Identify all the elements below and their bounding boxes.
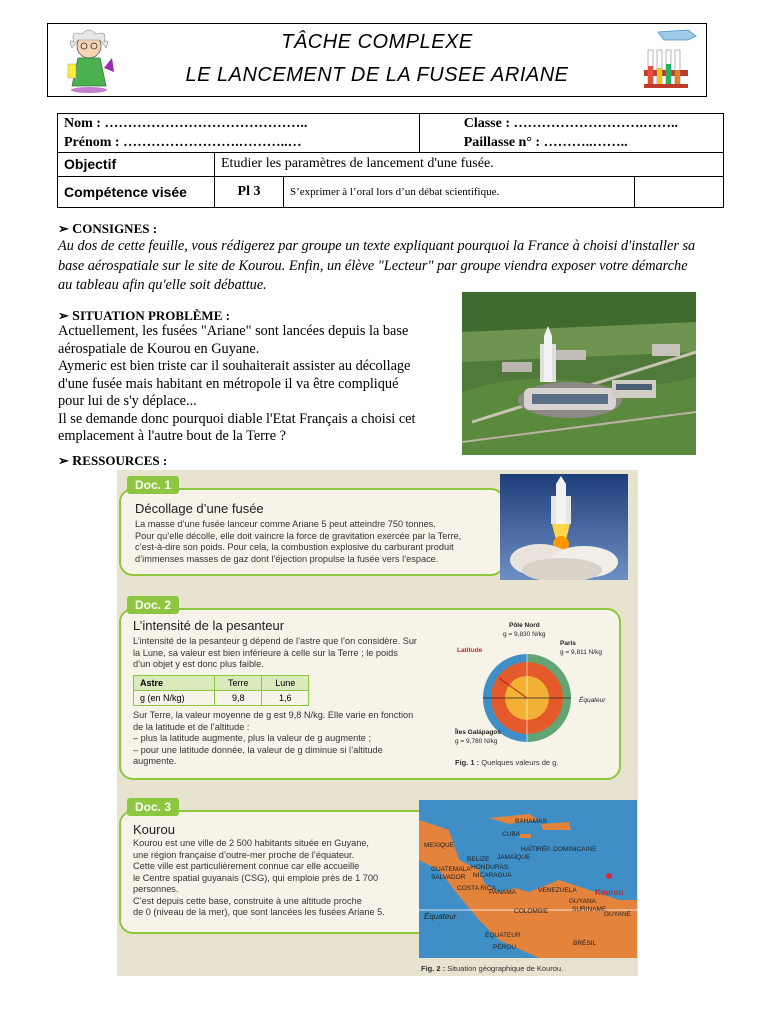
label-bresil: BRÉSIL bbox=[573, 940, 597, 947]
label-pole-nord: Pôle Nord bbox=[509, 622, 540, 629]
doc2-intro-line: la Lune, sa valeur est bien inférieure à celle sur la Terre ; le poids bbox=[133, 647, 398, 658]
label-suriname: SURINAME bbox=[572, 906, 607, 913]
competence-label: Compétence visée bbox=[58, 176, 215, 207]
doc3-tag: Doc. 3 bbox=[127, 798, 179, 816]
doc3-line: une région française d’outre-mer proche de l’équateur. bbox=[133, 849, 355, 860]
situation-line: aérospatiale de Kourou en Guyane. bbox=[58, 340, 260, 357]
doc2-tag: Doc. 2 bbox=[127, 596, 179, 614]
doc2-intro-line: L’intensité de la pesanteur g dépend de l’astre que l’on considère. Sur bbox=[133, 636, 417, 646]
doc3-title: Kourou bbox=[133, 822, 175, 837]
fig2-caption: Fig. 2 : Situation géographique de Kourou. bbox=[421, 964, 564, 973]
label-guatemala: GUATEMALA bbox=[431, 866, 471, 873]
label-nicaragua: NICARAGUA bbox=[473, 872, 512, 879]
doc3-line: C’est depuis cette base, construite à une altitude proche bbox=[133, 895, 362, 906]
competence-text: S’exprimer à l’oral lors d’un débat scientifique. bbox=[284, 176, 635, 207]
label-haiti: HAÏTI bbox=[521, 846, 538, 853]
kourou-base-photo bbox=[462, 292, 696, 455]
label-equateur-country: ÉQUATEUR bbox=[485, 932, 521, 939]
doc1-tag: Doc. 1 bbox=[127, 476, 179, 494]
situation-line: Il se demande donc pourquoi diable l'Etat Français a choisi cet bbox=[58, 410, 416, 427]
doc1-line: c’est-à-dire son poids. Pour cela, la combustion explosive du carburant produit bbox=[135, 542, 454, 552]
label-honduras: HONDURAS bbox=[471, 864, 509, 871]
consignes-text: Au dos de cette feuille, vous rédigerez par groupe un texte expliquant pourquoi la France à choisi d'installer sa base aérospatiale sur le site de Kourou. Enfin, un élève "Lecteur" par groupe viendra exposer votre démarche au tableau afin qu'elle soit débattue. bbox=[58, 238, 696, 293]
arrow-right-icon: ➢ bbox=[58, 308, 73, 323]
situation-line: d'une fusée mais habitant en métropole il va être compliqué bbox=[58, 375, 399, 392]
doc3-line: le Centre spatial guyanais (CSG), qui emploie près de 1 700 bbox=[133, 872, 379, 883]
doc1-line: La masse d’une fusée lanceur comme Ariane 5 peut atteindre 750 tonnes. bbox=[135, 519, 436, 529]
label-equateur: Équateur bbox=[579, 697, 606, 704]
gravity-header-lune: Lune bbox=[262, 676, 309, 691]
doc1-line: Pour qu’elle décolle, elle doit vaincre la force de gravitation exercée par la Terre, bbox=[135, 530, 462, 541]
competence-eval-cell[interactable] bbox=[635, 176, 724, 207]
competence-code: Pl 3 bbox=[215, 176, 284, 207]
arrow-right-icon: ➢ bbox=[58, 221, 73, 236]
label-costa-rica: COSTA RICA bbox=[457, 885, 496, 892]
label-galapagos-g: g = 9,780 N/kg bbox=[455, 738, 498, 745]
objectif-label: Objectif bbox=[58, 152, 215, 176]
label-venezuela: VENEZUELA bbox=[538, 887, 577, 894]
doc2-after bbox=[133, 710, 453, 768]
gravity-header-astre: Astre bbox=[134, 676, 215, 691]
label-rep-dom: RÉP. DOMINICAINE bbox=[537, 846, 597, 853]
label-mexique: MEXIQUE bbox=[424, 842, 454, 849]
gravity-header-terre: Terre bbox=[215, 676, 262, 691]
situation-line: Actuellement, les fusées "Ariane" sont lancées depuis la base bbox=[58, 323, 409, 339]
objectif-text: Etudier les paramètres de lancement d'une fusée. bbox=[215, 152, 724, 176]
student-info-table bbox=[57, 113, 724, 208]
header-box bbox=[47, 23, 707, 97]
label-pole-g: g = 9,830 N/kg bbox=[503, 631, 546, 638]
label-guyane: GUYANE bbox=[604, 911, 631, 918]
consignes-heading: ➢ CONSIGNES : bbox=[58, 221, 158, 237]
doc1-line: d’immenses masses de gaz dont l’éjection propulse la fusée vers l’espace. bbox=[135, 553, 439, 564]
gravity-value-terre: 9,8 bbox=[215, 691, 262, 706]
nom-field[interactable]: Nom : …………………………………….. bbox=[64, 116, 308, 132]
label-paris: Paris bbox=[560, 640, 576, 647]
fig1-caption: Fig. 1 : Quelques valeurs de g. bbox=[455, 758, 559, 767]
situation-line: pour lui de s'y déplace... bbox=[58, 393, 197, 409]
label-cuba: CUBA bbox=[502, 831, 521, 838]
title-line-1: TÂCHE COMPLEXE bbox=[281, 31, 473, 53]
label-jamaique: JAMAÏQUE bbox=[497, 854, 531, 861]
label-salvador: SALVADOR bbox=[431, 874, 466, 881]
situation-line: Aymeric est bien triste car il souhaiterait assister au décollage bbox=[58, 358, 411, 374]
scientist-illustration bbox=[60, 28, 118, 94]
doc2-intro-line: d’un objet y est donc plus faible. bbox=[133, 659, 264, 669]
test-tubes-illustration bbox=[638, 28, 700, 92]
title-line-2: LE LANCEMENT DE LA FUSEE ARIANE bbox=[185, 64, 569, 86]
doc3-text bbox=[133, 838, 423, 919]
gravity-value-lune: 1,6 bbox=[262, 691, 309, 706]
label-perou: PÉROU bbox=[493, 944, 517, 951]
label-belize: BELIZE bbox=[467, 856, 490, 863]
gravity-table bbox=[133, 675, 309, 706]
label-bahamas: BAHAMAS bbox=[515, 818, 547, 825]
gravity-row-label: g (en N/kg) bbox=[134, 691, 215, 706]
ressources-heading: ➢ RESSOURCES : bbox=[58, 453, 168, 469]
doc3-line: de 0 (niveau de la mer), que sont lancées les fusées Ariane 5. bbox=[133, 907, 385, 917]
doc1-title: Décollage d’une fusée bbox=[135, 501, 264, 516]
doc1-text bbox=[135, 519, 505, 565]
label-latitude: Latitude bbox=[457, 647, 483, 654]
label-paris-g: g = 9,811 N/kg bbox=[560, 649, 602, 656]
prenom-field[interactable]: Prénom : …………………….………..… bbox=[64, 134, 302, 150]
label-guyana: GUYANA bbox=[569, 898, 596, 905]
resources-panel bbox=[117, 470, 638, 976]
doc2-after-line: augmente. bbox=[133, 756, 177, 766]
doc3-line: Cette ville est particulièrement connue car elle accueille bbox=[133, 861, 360, 871]
label-colombie: COLOMBIE bbox=[514, 908, 549, 915]
label-panama: PANAMA bbox=[489, 889, 516, 896]
arrow-right-icon: ➢ bbox=[58, 453, 73, 468]
doc3-line: Kourou est une ville de 2 500 habitants située en Guyane, bbox=[133, 838, 369, 848]
doc2-title: L’intensité de la pesanteur bbox=[133, 618, 285, 633]
situation-line: emplacement à l'autre bout de la Terre ? bbox=[58, 428, 286, 444]
doc2-intro bbox=[133, 636, 453, 671]
label-kourou: Kourou bbox=[595, 888, 624, 897]
paillasse-field[interactable]: Paillasse n° : ………..…….. bbox=[463, 134, 628, 150]
doc2-after-line: Sur Terre, la valeur moyenne de g est 9,8 N/kg. Elle varie en fonction bbox=[133, 710, 414, 720]
classe-field[interactable]: Classe : ……………………….…….. bbox=[463, 115, 678, 131]
situation-heading: ➢ SITUATION PROBLÈME : bbox=[58, 308, 230, 324]
doc2-after-line: de la latitude et de l’altitude : bbox=[133, 721, 250, 732]
doc3-line: personnes. bbox=[133, 884, 179, 894]
rocket-launch-photo bbox=[500, 474, 628, 580]
situation-text bbox=[58, 323, 458, 446]
doc2-after-line: – pour une latitude donnée, la valeur de g diminue si l’altitude bbox=[133, 744, 383, 755]
label-galapagos: Îles Galápagos bbox=[455, 729, 501, 736]
doc2-after-line: – plus la latitude augmente, plus la valeur de g augmente ; bbox=[133, 733, 372, 743]
label-equateur-line: Équateur bbox=[424, 912, 457, 921]
